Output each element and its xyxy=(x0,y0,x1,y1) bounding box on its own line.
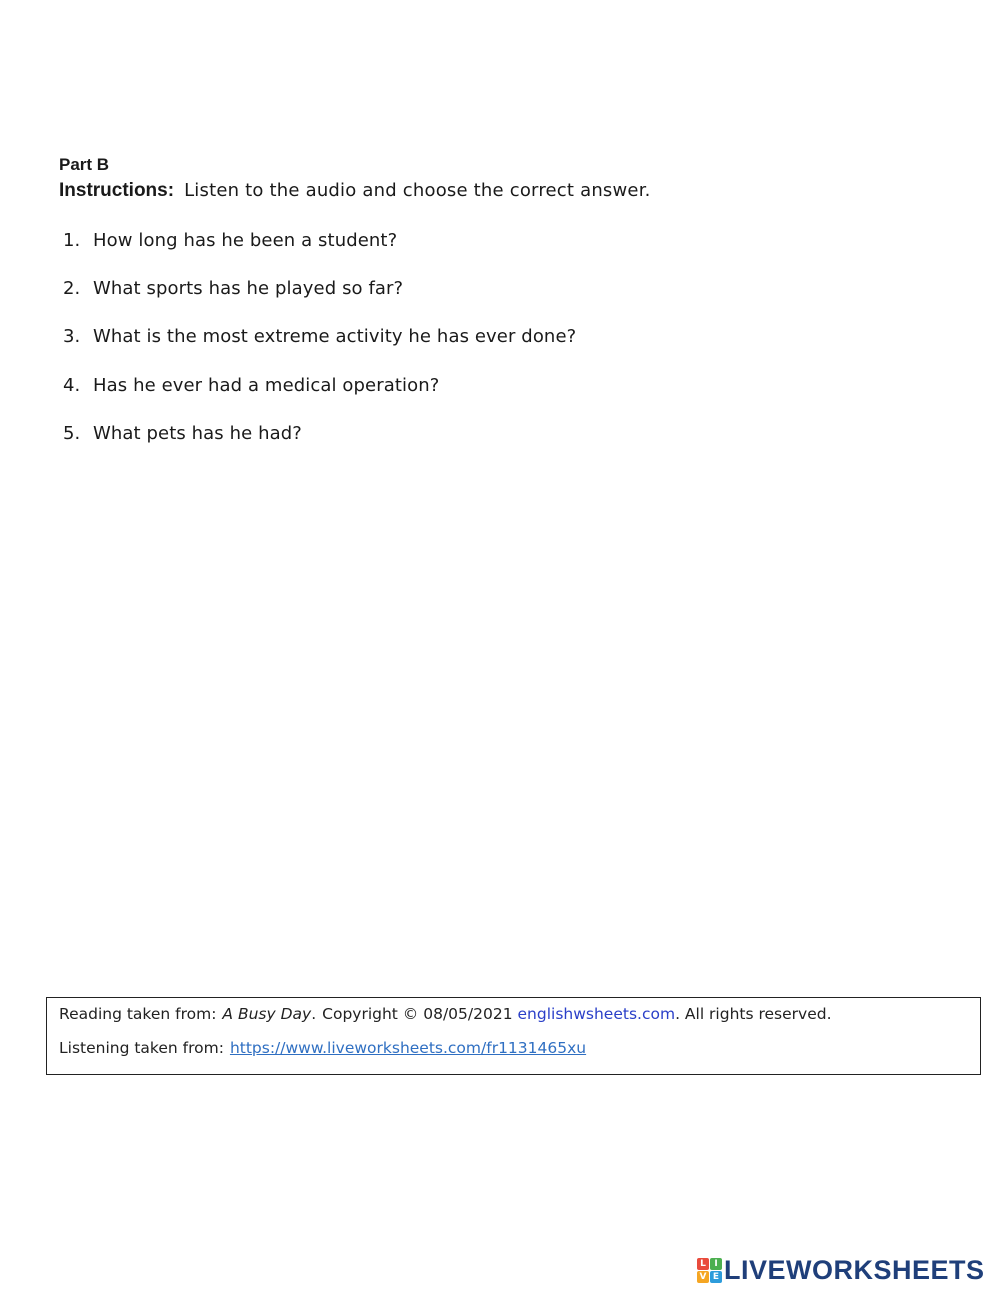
logo-block: L xyxy=(697,1258,709,1270)
copyright-text: Copyright © 08/05/2021 xyxy=(322,1005,513,1023)
question-item xyxy=(63,326,576,374)
instructions-text: Listen to the audio and choose the correct answer. xyxy=(184,180,651,201)
listening-prefix: Listening taken from: xyxy=(59,1039,224,1057)
question-number: 2. xyxy=(63,278,81,300)
instructions-label: Instructions: xyxy=(59,180,175,201)
instructions xyxy=(59,179,651,202)
reading-credit xyxy=(59,1005,832,1023)
question-text: What is the most extreme activity he has ever done? xyxy=(93,326,577,348)
question-number: 3. xyxy=(63,326,81,348)
liveworksheets-logo[interactable] xyxy=(697,1255,985,1285)
question-number: 4. xyxy=(63,374,81,396)
question-text: Has he ever had a medical operation? xyxy=(93,374,440,396)
logo-block: E xyxy=(710,1271,722,1283)
logo-block: V xyxy=(697,1271,709,1283)
question-number: 5. xyxy=(63,422,81,444)
reading-title-suffix: . xyxy=(311,1005,317,1023)
question-item xyxy=(63,423,576,471)
question-text: What sports has he played so far? xyxy=(93,278,404,300)
listening-credit xyxy=(59,1039,586,1057)
question-text: How long has he been a student? xyxy=(93,230,398,251)
reading-prefix: Reading taken from: xyxy=(59,1005,217,1023)
question-text: What pets has he had? xyxy=(93,422,302,444)
site-link[interactable]: englishwsheets.com xyxy=(517,1005,676,1023)
question-list xyxy=(63,230,576,471)
logo-block: I xyxy=(710,1258,722,1270)
logo-text: LIVEWORKSHEETS xyxy=(724,1254,985,1285)
question-item xyxy=(63,375,576,423)
reading-title: A Busy Day xyxy=(222,1005,312,1023)
logo-blocks-icon xyxy=(697,1258,722,1283)
credits-box xyxy=(46,997,981,1075)
listening-url-link[interactable]: https://www.liveworksheets.com/fr1131465xu xyxy=(229,1039,587,1057)
question-item xyxy=(63,230,576,278)
rights-text: . All rights reserved. xyxy=(675,1005,832,1023)
part-title: Part B xyxy=(59,155,110,174)
question-item xyxy=(63,278,576,326)
question-number: 1. xyxy=(63,230,81,251)
